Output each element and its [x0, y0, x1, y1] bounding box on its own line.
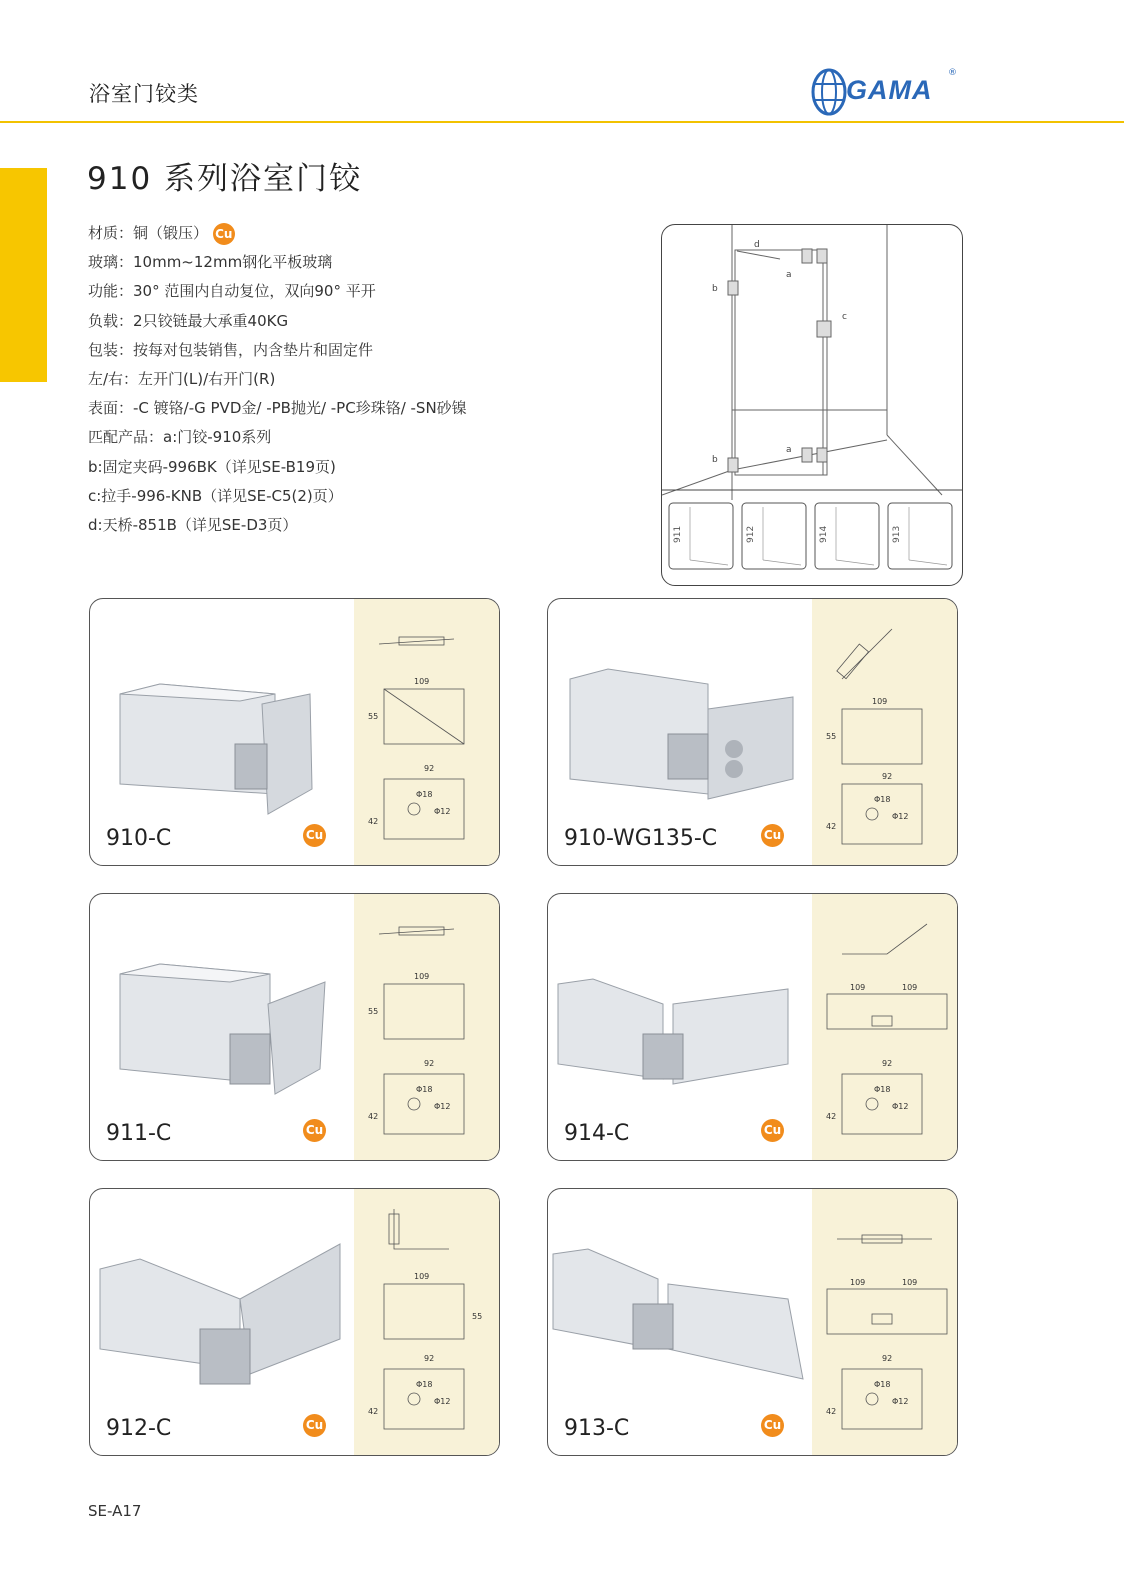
- thumb-label-912: 912: [746, 525, 756, 543]
- technical-drawing: [354, 1189, 499, 1455]
- cu-badge: Cu: [303, 1119, 326, 1142]
- spec-side: 左/右：左开门(L)/右开门(R): [88, 370, 276, 389]
- dim-height: 55: [368, 1007, 379, 1016]
- dim-dia-12: Φ12: [892, 1102, 909, 1111]
- product-card-911-c: [89, 893, 500, 1161]
- cu-badge: Cu: [761, 1119, 784, 1142]
- product-card-914-c: [547, 893, 958, 1161]
- dim-width-left: 109: [850, 1278, 866, 1287]
- model-name: 910-C: [106, 826, 172, 851]
- hinge-photo: [90, 894, 350, 1124]
- cu-badge: Cu: [303, 824, 326, 847]
- technical-drawing: [354, 599, 499, 865]
- page-number: SE-A17: [88, 1502, 142, 1520]
- model-name: 912-C: [106, 1416, 172, 1441]
- thumb-label-913: 913: [892, 525, 902, 543]
- cu-badge: Cu: [303, 1414, 326, 1437]
- cu-badge: Cu: [213, 223, 235, 245]
- thumb-label-914: 914: [819, 525, 829, 543]
- hinge-photo: [90, 1189, 350, 1419]
- category-title: 浴室门铰类: [89, 82, 199, 106]
- dim-dia-18: Φ18: [874, 1380, 891, 1389]
- product-card-913-c: [547, 1188, 958, 1456]
- callout-b-bottom: b: [712, 455, 718, 465]
- dim-side: 42: [368, 817, 379, 826]
- dim-width: 109: [414, 1272, 430, 1281]
- spec-match-a: 匹配产品：a:门铰-910系列: [88, 428, 272, 447]
- spec-load: 负载：2只铰链最大承重40KG: [88, 311, 289, 330]
- dim-dia-18: Φ18: [874, 795, 891, 804]
- dim-dia-12: Φ12: [892, 812, 909, 821]
- dim-width: 109: [414, 972, 430, 981]
- dim-dia-12: Φ12: [892, 1397, 909, 1406]
- dim-side: 42: [368, 1407, 379, 1416]
- technical-drawing: [354, 894, 499, 1160]
- hinge-photo: [548, 599, 808, 829]
- dim-top: 92: [882, 1354, 893, 1363]
- shower-scene-illustration: [661, 224, 963, 586]
- technical-drawing: [812, 599, 957, 865]
- dim-top: 92: [424, 1354, 435, 1363]
- cu-badge: Cu: [761, 1414, 784, 1437]
- header-divider: [0, 121, 1124, 123]
- callout-a-top: a: [786, 270, 792, 280]
- dim-width-right: 109: [902, 983, 918, 992]
- dim-height: 55: [826, 732, 837, 741]
- technical-drawing: [812, 894, 957, 1160]
- technical-drawing: [812, 1189, 957, 1455]
- spec-material-text: 材质：铜（锻压）: [88, 224, 209, 242]
- dim-dia-18: Φ18: [416, 790, 433, 799]
- hinge-photo: [90, 599, 350, 829]
- dim-dia-18: Φ18: [416, 1085, 433, 1094]
- dim-top: 92: [424, 764, 435, 773]
- callout-d: d: [754, 240, 760, 250]
- dim-top: 92: [882, 772, 893, 781]
- dim-width: 109: [414, 677, 430, 686]
- dim-side: 42: [826, 822, 837, 831]
- model-name: 911-C: [106, 1121, 172, 1146]
- dim-top: 92: [424, 1059, 435, 1068]
- dim-dia-12: Φ12: [434, 1397, 451, 1406]
- dim-side: 42: [826, 1407, 837, 1416]
- dim-width-right: 109: [902, 1278, 918, 1287]
- dim-width-left: 109: [850, 983, 866, 992]
- product-card-912-c: [89, 1188, 500, 1456]
- dim-dia-12: Φ12: [434, 807, 451, 816]
- dim-height: 55: [472, 1312, 483, 1321]
- dim-dia-12: Φ12: [434, 1102, 451, 1111]
- spec-match-c: c:拉手-996-KNB（详见SE-C5(2)页）: [88, 486, 343, 505]
- brand-name: GAMA: [846, 75, 933, 105]
- callout-b-top: b: [712, 284, 718, 294]
- spec-material: [88, 219, 467, 248]
- product-card-910-wg135-c: [547, 598, 958, 866]
- page-title: 910 系列浴室门铰: [87, 161, 363, 197]
- callout-a-bottom: a: [786, 445, 792, 455]
- product-card-910-c: [89, 598, 500, 866]
- model-name: 914-C: [564, 1121, 630, 1146]
- cu-badge: Cu: [761, 824, 784, 847]
- dim-top: 92: [882, 1059, 893, 1068]
- callout-c: c: [842, 312, 847, 322]
- model-name: 910-WG135-C: [564, 826, 718, 851]
- spec-match-b: b:固定夹码-996BK（详见SE-B19页): [88, 457, 336, 476]
- hinge-photo: [548, 1189, 808, 1419]
- dim-dia-18: Φ18: [416, 1380, 433, 1389]
- brand-logo: [806, 66, 966, 118]
- spec-function: 功能：30° 范围内自动复位，双向90° 平开: [88, 282, 376, 301]
- spec-list: [88, 219, 467, 540]
- dim-dia-18: Φ18: [874, 1085, 891, 1094]
- side-tab: [0, 168, 47, 382]
- dim-side: 42: [368, 1112, 379, 1121]
- spec-match-d: d:天桥-851B（详见SE-D3页）: [88, 516, 298, 535]
- dim-width: 109: [872, 697, 888, 706]
- spec-surface: 表面：-C 镀铬/-G PVD金/ -PB抛光/ -PC珍珠铬/ -SN砂镍: [88, 399, 467, 418]
- spec-packing: 包装：按每对包装销售，内含垫片和固定件: [88, 340, 374, 359]
- dim-height: 55: [368, 712, 379, 721]
- spec-glass: 玻璃：10mm~12mm钢化平板玻璃: [88, 253, 333, 272]
- registered-mark: ®: [948, 68, 957, 78]
- hinge-photo: [548, 894, 808, 1124]
- model-name: 913-C: [564, 1416, 630, 1441]
- dim-side: 42: [826, 1112, 837, 1121]
- thumb-label-911: 911: [673, 525, 683, 543]
